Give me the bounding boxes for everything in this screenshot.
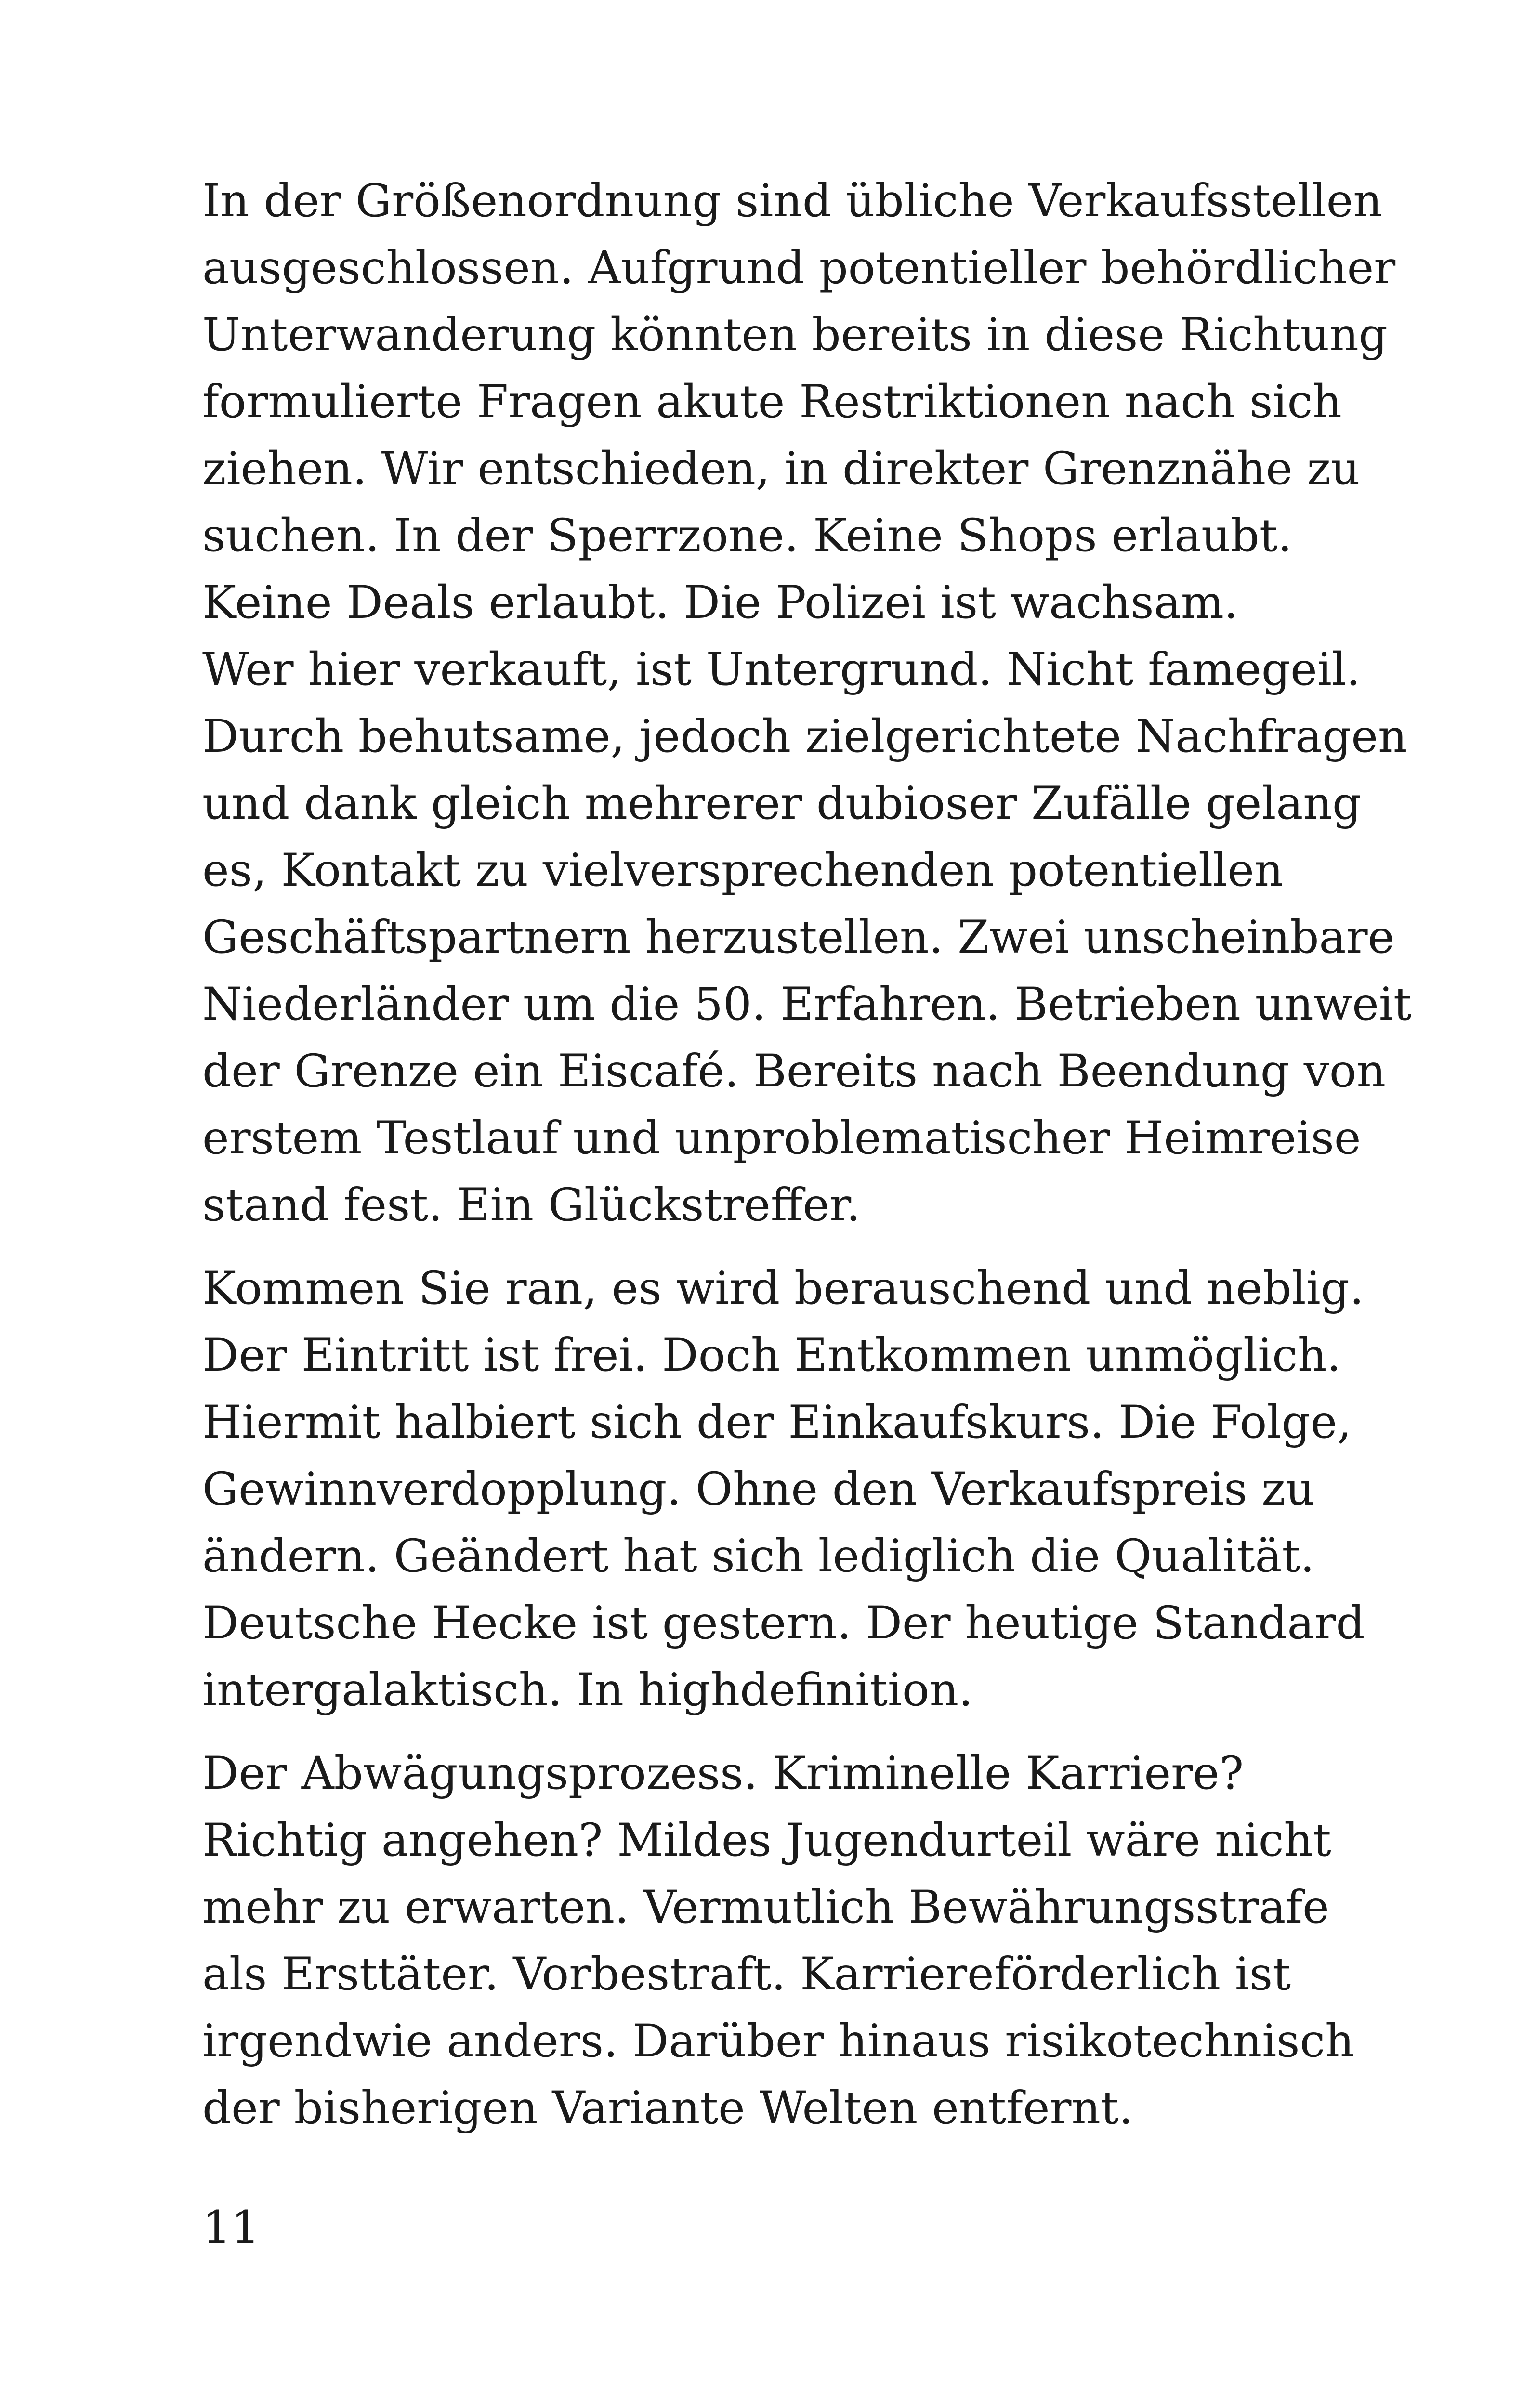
text-line: irgendwie anders. Darüber hinaus risikotechnisch (202, 2015, 1354, 2068)
text-line: Unterwanderung könnten bereits in diese Richtung (202, 309, 1388, 361)
text-line: mehr zu erwarten. Vermutlich Bewährungsstrafe (202, 1881, 1329, 1934)
text-line: Kommen Sie ran, es wird berauschend und neblig. (202, 1262, 1364, 1315)
text-line: und dank gleich mehrerer dubioser Zufälle gelang (202, 777, 1362, 830)
text-line: erstem Testlauf und unproblematischer Heimreise (202, 1112, 1361, 1165)
text-line: der bisherigen Variante Welten entfernt. (202, 2082, 1133, 2134)
text-line: Richtig angehen? Mildes Jugendurteil wäre nicht (202, 1814, 1331, 1867)
page-number: 11 (202, 2201, 260, 2254)
paragraph-1 (202, 168, 1412, 1239)
text-line: Gewinnverdopplung. Ohne den Verkaufspreis zu (202, 1463, 1315, 1516)
text-line: ausgeschlossen. Aufgrund potentieller behördlicher (202, 242, 1396, 294)
text-line: Der Eintritt ist frei. Doch Entkommen unmöglich. (202, 1329, 1341, 1382)
text-line: ändern. Geändert hat sich lediglich die Qualität. (202, 1530, 1315, 1583)
body-text (202, 168, 1412, 2158)
text-line: als Ersttäter. Vorbestraft. Karriereförderlich ist (202, 1948, 1291, 2001)
text-line: Hiermit halbiert sich der Einkaufskurs. Die Folge, (202, 1396, 1352, 1449)
text-line: Der Abwägungsprozess. Kriminelle Karriere? (202, 1747, 1244, 1800)
text-line: Keine Deals erlaubt. Die Polizei ist wachsam. (202, 576, 1238, 629)
text-line: In der Größenordnung sind übliche Verkaufsstellen (202, 175, 1382, 227)
text-line: ziehen. Wir entschieden, in direkter Grenznähe zu (202, 443, 1360, 495)
paragraph-2 (202, 1255, 1365, 1724)
text-line: der Grenze ein Eiscafé. Bereits nach Beendung von (202, 1045, 1386, 1098)
text-line: intergalaktisch. In highdefinition. (202, 1664, 973, 1716)
text-line: Wer hier verkauft, ist Untergrund. Nicht famegeil. (202, 643, 1361, 696)
text-line: Deutsche Hecke ist gestern. Der heutige Standard (202, 1597, 1365, 1649)
text-line: formulierte Fragen akute Restriktionen nach sich (202, 376, 1342, 428)
text-line: es, Kontakt zu vielversprechenden potentiellen (202, 844, 1284, 897)
text-line: Geschäftspartnern herzustellen. Zwei unscheinbare (202, 911, 1395, 964)
text-line: suchen. In der Sperrzone. Keine Shops erlaubt. (202, 510, 1292, 562)
text-line: Niederländer um die 50. Erfahren. Betrieben unweit (202, 978, 1412, 1031)
text-line: Durch behutsame, jedoch zielgerichtete Nachfragen (202, 710, 1407, 763)
text-line: stand fest. Ein Glückstreffer. (202, 1179, 861, 1231)
paragraph-3 (202, 1740, 1354, 2142)
